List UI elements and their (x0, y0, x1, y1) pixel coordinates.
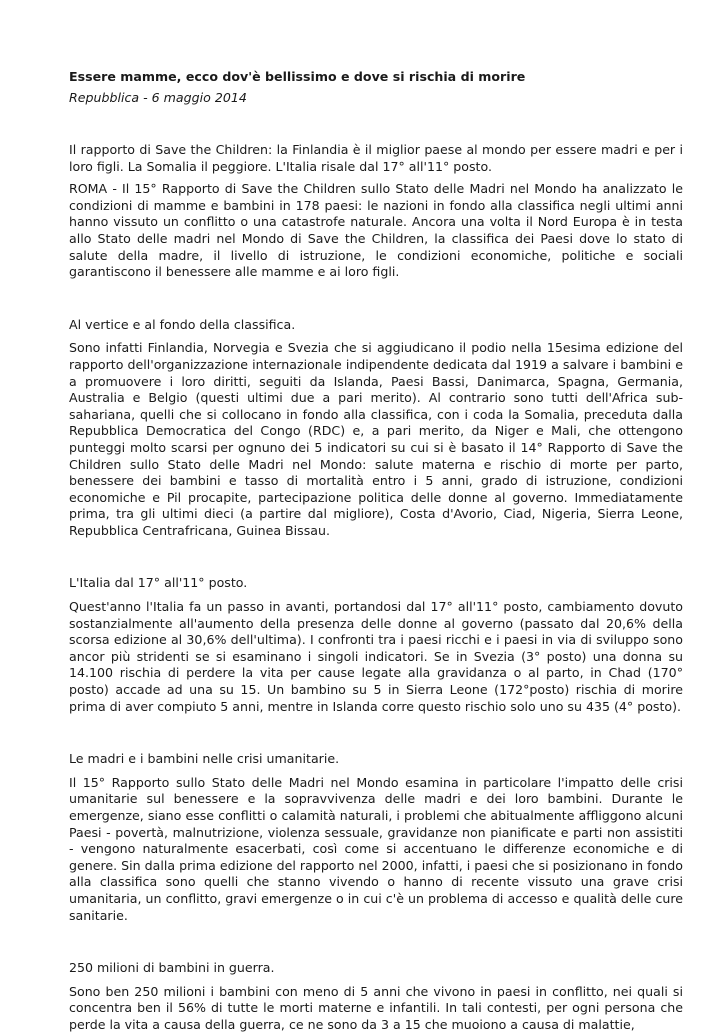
section-heading: L'Italia dal 17° all'11° posto. (69, 575, 248, 591)
article-lead: Il rapporto di Save the Children: la Finlandia è il miglior paese al mondo per essere madri e per i loro figli. La Somalia il peggiore. L'Italia risale dal 17° all'11° posto. (69, 142, 683, 174)
section-children-in-war (69, 960, 683, 1033)
section-heading: Al vertice e al fondo della classifica. (69, 316, 296, 332)
article-source: Repubblica - 6 maggio 2014 (69, 90, 247, 105)
article-title: Essere mamme, ecco dov'è bellissimo e dove si rischia di morire (69, 69, 526, 84)
article-intro: ROMA - Il 15° Rapporto di Save the Children sullo Stato delle Madri nel Mondo ha analizzato le condizioni di mamme e bambini in 178 paesi: le nazioni in fondo alla classifica negli ultimi anni hanno vissuto un conflitto o una catastrofe naturale. Ancora una volta il Nord Europa è in testa allo Stato delle madri nel Mondo di Save the Children, la classifica dei Paesi dove lo stato di salute della madre, il livello di istruzione, le condizioni economiche, politiche e sociali garantiscono il benessere alle mamme e ai loro figli. (69, 181, 683, 280)
section-ranking (69, 317, 683, 540)
section-body: Il 15° Rapporto sullo Stato delle Madri nel Mondo esamina in particolare l'impatto delle crisi umanitarie sul benessere e la sopravvivenza delle madri e dei loro bambini. Durante le emergenze, siano esse conflitti o calamità naturali, i problemi che abitualmente affliggono alcuni Paesi - povertà, malnutrizione, violenza sessuale, gravidanze non pianificate e parti non assistiti - vengono naturalmente esacerbati, così come si accentuano le differenze economiche e di genere. Sin dalla prima edizione del rapporto nel 2000, infatti, i paesi che si posizionano in fondo alla classifica sono quelli che stanno vivendo o hanno di recente vissuto una grave crisi umanitaria, un conflitto, gravi emergenze o in cui c'è un problema di accesso e qualità delle cure sanitarie. (69, 774, 683, 923)
section-body: Quest'anno l'Italia fa un passo in avanti, portandosi dal 17° all'11° posto, cambiamento dovuto sostanzialmente all'aumento della presenza delle donne al governo (passato dal 20,6% della scorsa edizione al 30,6% dell'ultima). I confronti tra i paesi ricchi e i paesi in via di sviluppo sono ancor più stridenti se si esaminano i singoli indicatori. Se in Svezia (3° posto) una donna su 14.100 rischia di perdere la vita per cause legate alla gravidanza o al parto, in Chad (170° posto) accade ad una su 15. Un bambino su 5 in Sierra Leone (172°posto) rischia di morire prima di aver compiuto 5 anni, mentre in Islanda corre questo rischio solo uno su 435 (4° posto). (69, 599, 683, 714)
section-body: Sono ben 250 milioni i bambini con meno di 5 anni che vivono in paesi in conflitto, nei quali si concentra ben il 56% di tutte le morti materne e infantili. In tali contesti, per ogni persona che perde la vita a causa della guerra, ce ne sono da 3 a 15 che muoiono a causa di malattie, (69, 983, 683, 1032)
section-italy (69, 575, 683, 715)
section-heading: 250 milioni di bambini in guerra. (69, 960, 275, 976)
section-humanitarian-crises (69, 751, 683, 924)
section-heading: Le madri e i bambini nelle crisi umanitarie. (69, 751, 340, 767)
document-page (69, 68, 683, 1034)
section-body: Sono infatti Finlandia, Norvegia e Svezia che si aggiudicano il podio nella 15esima edizione del rapporto dell'organizzazione internazionale indipendente dedicata dal 1919 a salvare i bambini e a promuovere i loro diritti, seguiti da Islanda, Paesi Bassi, Danimarca, Spagna, Germania, Australia e Belgio (questi ultimi due a pari merito). Al contrario sono tutti dell'Africa sub-sahariana, quelli che si collocano in fondo alla classifica, con i coda la Somalia, preceduta dalla Repubblica Democratica del Congo (RDC) e, a pari merito, da Niger e Mali, che ottengono punteggi molto scarsi per ognuno dei 5 indicatori su cui si è basato il 14° Rapporto di Save the Children sullo Stato delle Madri nel Mondo: salute materna e rischio di morte per parto, benessere dei bambini e tasso di mortalità entro i 5 anni, grado di istruzione, condizioni economiche e Pil procapite, partecipazione politica delle donne al governo. Immediatamente prima, tra gli ultimi dieci (a partire dal migliore), Costa d'Avorio, Ciad, Nigeria, Sierra Leone, Repubblica Centrafricana, Guinea Bissau. (69, 340, 683, 538)
